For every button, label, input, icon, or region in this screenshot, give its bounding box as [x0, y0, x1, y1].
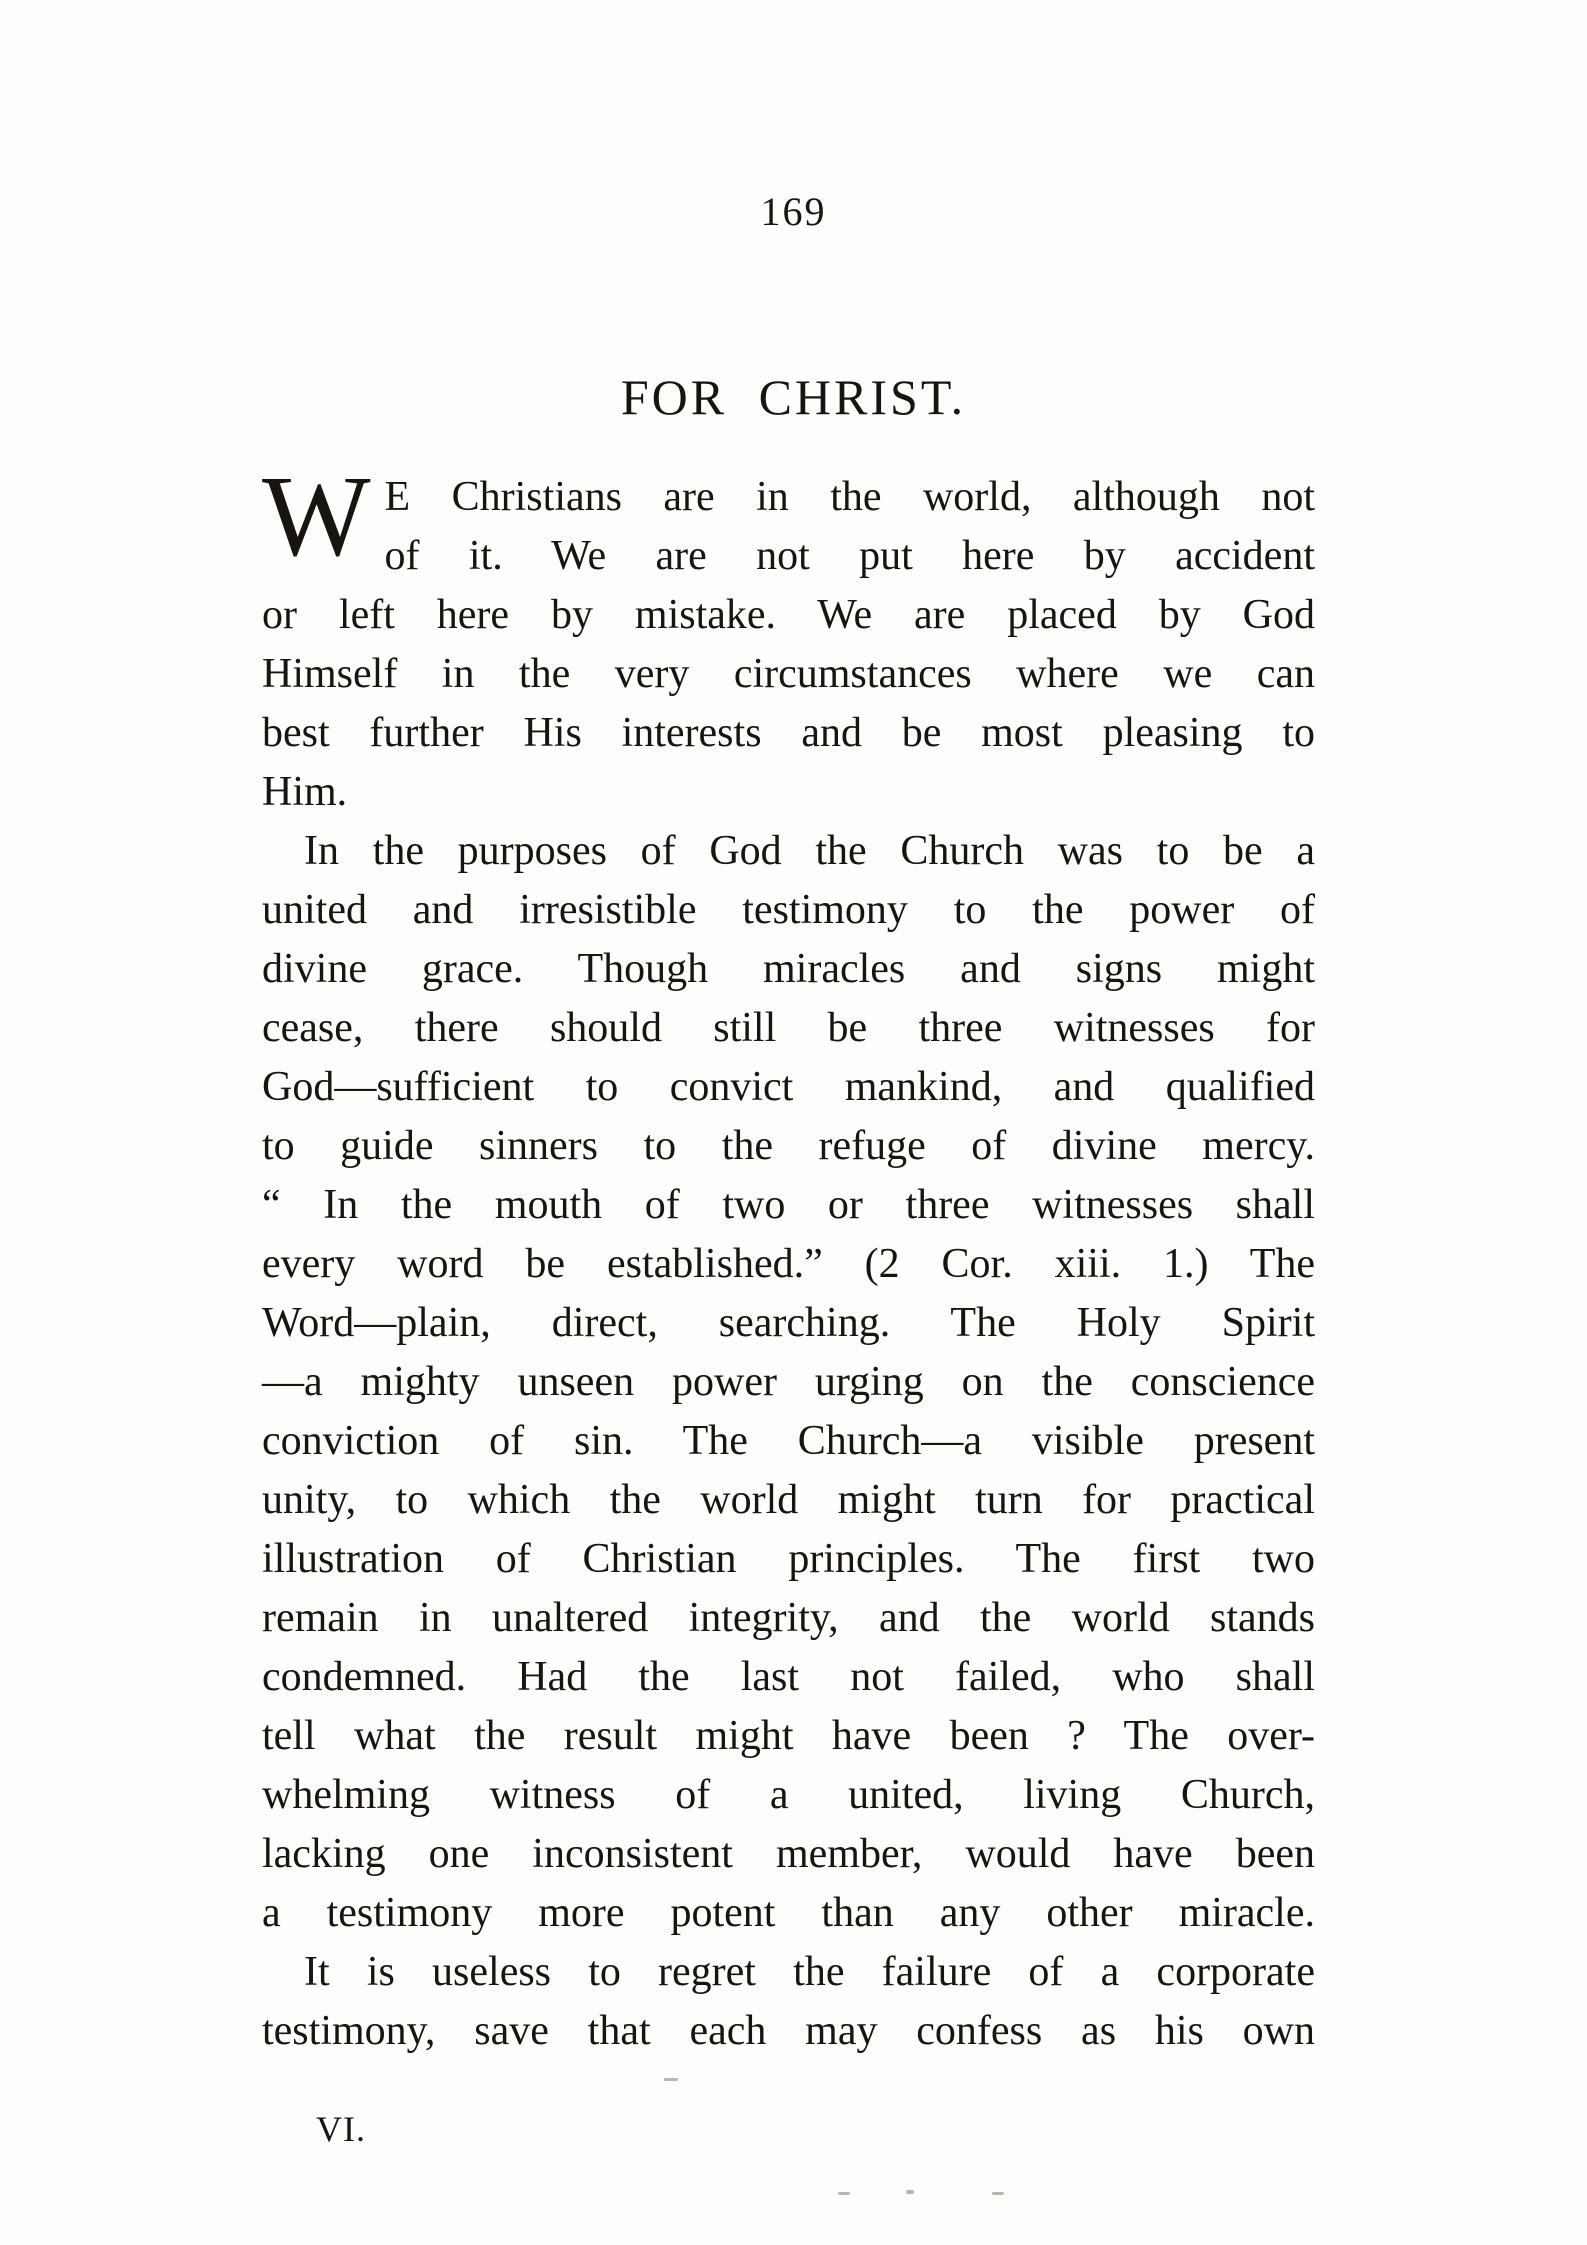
text-block: [262, 453, 1315, 2061]
text-line: In the purposes of God the Church was to be a: [304, 828, 1315, 874]
text-line: God—sufficient to convict mankind, and qualified: [262, 1064, 1315, 1110]
text-line: Word—plain, direct, searching. The Holy Spirit: [262, 1300, 1315, 1346]
text-line: united and irresistible testimony to the power of: [262, 887, 1315, 933]
paragraph: [262, 1943, 1315, 2061]
text-line: It is useless to regret the failure of a corporate: [304, 1949, 1315, 1995]
paragraph: [262, 822, 1315, 1943]
text-line: divine grace. Though miracles and signs might: [262, 946, 1315, 992]
text-line: tell what the result might have been ? The over-: [262, 1713, 1315, 1759]
page-title: FOR CHRIST.: [620, 369, 967, 425]
scan-speck: [992, 2192, 1004, 2195]
paragraph: [262, 453, 1315, 822]
text-line: Him.: [262, 769, 348, 815]
text-line: best further His interests and be most pleasing to: [262, 710, 1315, 756]
text-line: —a mighty unseen power urging on the conscience: [262, 1359, 1315, 1405]
scan-speck: [906, 2190, 914, 2194]
text-line: conviction of sin. The Church—a visible present: [262, 1418, 1315, 1464]
text-line: lacking one inconsistent member, would have been: [262, 1831, 1315, 1877]
text-line: “ In the mouth of two or three witnesses shall: [262, 1182, 1315, 1228]
text-line: whelming witness of a united, living Church,: [262, 1772, 1315, 1818]
text-line: every word be established.” (2 Cor. xiii. 1.) The: [262, 1241, 1315, 1287]
text-line: condemned. Had the last not failed, who shall: [262, 1654, 1315, 1700]
text-line: remain in unaltered integrity, and the world stands: [262, 1595, 1315, 1641]
text-line: E Christians are in the world, although not: [384, 474, 1315, 520]
text-line: a testimony more potent than any other miracle.: [262, 1890, 1315, 1936]
text-line: Himself in the very circumstances where we can: [262, 651, 1315, 697]
text-line: cease, there should still be three witnesses for: [262, 1005, 1315, 1051]
signature-mark: VI.: [316, 2109, 366, 2149]
text-line: of it. We are not put here by accident: [384, 533, 1315, 579]
text-line: to guide sinners to the refuge of divine mercy.: [262, 1123, 1315, 1169]
drop-cap: W: [262, 453, 371, 580]
text-line: or left here by mistake. We are placed by God: [262, 592, 1315, 638]
scan-speck: [838, 2192, 850, 2195]
text-line: unity, to which the world might turn for practical: [262, 1477, 1315, 1523]
scan-speck: [664, 2078, 678, 2081]
text-line: testimony, save that each may confess as his own: [262, 2008, 1315, 2054]
text-line: illustration of Christian principles. The first two: [262, 1536, 1315, 1582]
page-number: 169: [760, 189, 827, 234]
